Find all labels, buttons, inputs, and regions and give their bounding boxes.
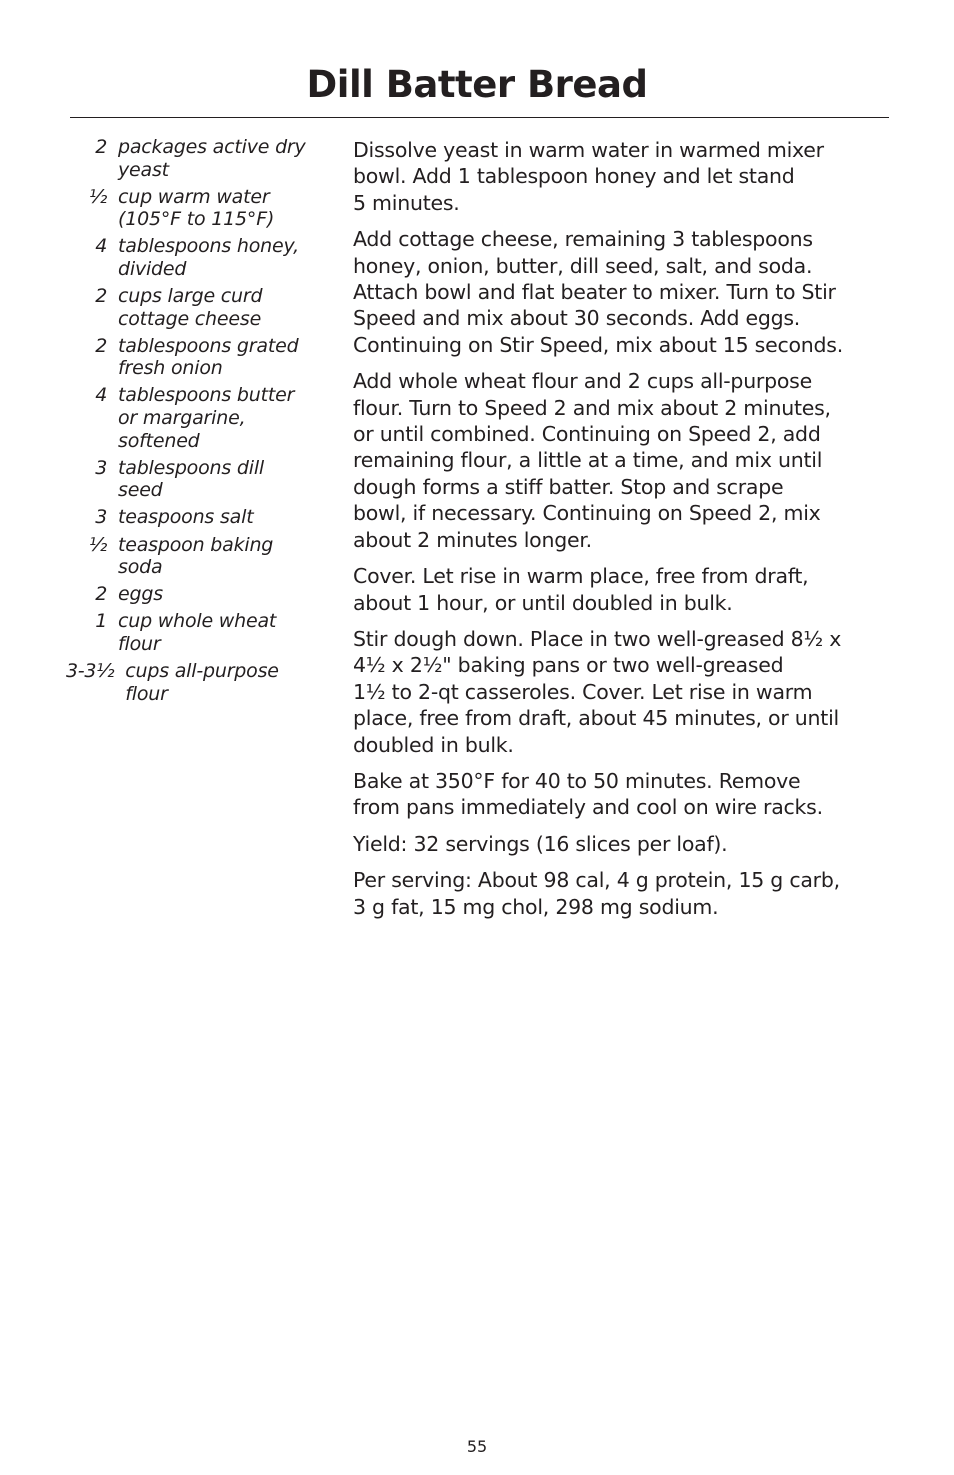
ingredient-item [66,660,336,705]
ingredient-quantity: 4 [95,384,107,407]
direction-step-dissolve-yeast: Dissolve yeast in warm water in warmed mixer bowl. Add 1 tablespoon honey and let stand 5 minutes. [353,138,824,215]
ingredient-item [66,285,336,330]
ingredient-description: cups all-purpose flour [125,659,279,705]
ingredient-quantity: 2 [95,583,107,606]
recipe-yield: Yield: 32 servings (16 slices per loaf). [353,831,728,856]
direction-step-shape: Stir dough down. Place in two well-greased 8½ x 4½ x 2½" baking pans or two well-greased 1½ to 2-qt casseroles. Cover. Let rise in warm place, free from draft, about 45 minutes, or until doubled in bulk. [353,626,842,757]
ingredient-description: cups large curd cottage cheese [118,285,263,330]
direction-step-mix-wet: Add cottage cheese, remaining 3 tablespoons honey, onion, butter, dill seed, salt, and soda. Attach bowl and flat beater to mixer. Turn to Stir Speed and mix about 30 seconds. Add eggs. Continuing on Stir Speed, mix about 15 seconds. [353,227,843,357]
ingredient-item [66,136,336,181]
page-number: 55 [466,1437,488,1456]
ingredient-description: cup warm water (105°F to 115°F) [118,185,275,231]
ingredient-quantity: 3-3½ [66,659,115,682]
ingredient-description: tablespoons grated fresh onion [118,334,299,380]
ingredient-description: tablespoons butter or margarine, softened [118,384,295,452]
ingredient-description: packages active dry yeast [118,136,306,181]
title-divider [70,117,889,118]
ingredient-item [66,384,336,452]
ingredient-description: cup whole wheat flour [118,610,277,655]
ingredient-item [66,457,336,502]
ingredient-item [66,235,336,280]
direction-step-add-flour: Add whole wheat flour and 2 cups all-purpose flour. Turn to Speed 2 and mix about 2 minutes, or until combined. Continuing on Speed 2, add remaining flour, a little at a time, and mix until dough forms a stiff batter. Stop and scrape bowl, if necessary. Continuing on Speed 2, mix about 2 minutes longer. [353,369,831,552]
ingredient-quantity: 3 [95,456,107,479]
ingredient-quantity: 2 [95,334,107,357]
ingredient-item [66,583,336,606]
ingredient-quantity: 2 [95,285,107,308]
ingredient-quantity: 3 [95,506,107,529]
ingredient-item [66,610,336,655]
ingredient-description: teaspoons salt [118,506,254,529]
ingredient-quantity: ½ [88,185,107,208]
ingredient-item [66,186,336,231]
ingredient-description: eggs [118,583,163,606]
ingredient-description: tablespoons honey, divided [118,235,299,280]
directions [353,137,898,930]
ingredient-description: tablespoons dill seed [118,456,265,502]
ingredient-item [66,335,336,380]
ingredient-item [66,534,336,579]
ingredient-list [66,136,336,710]
ingredient-quantity: 4 [95,235,107,258]
ingredient-quantity: 2 [95,136,107,158]
ingredient-item [66,506,336,529]
ingredient-description: teaspoon baking soda [118,533,274,579]
ingredient-quantity: ½ [88,533,107,556]
recipe-title: Dill Batter Bread [306,63,648,106]
nutrition-info: Per serving: About 98 cal, 4 g protein, 15 g carb, 3 g fat, 15 mg chol, 298 mg sodium. [353,868,840,919]
direction-step-first-rise: Cover. Let rise in warm place, free from draft, about 1 hour, or until doubled in bulk. [353,564,809,615]
ingredient-quantity: 1 [95,610,107,633]
direction-step-bake: Bake at 350°F for 40 to 50 minutes. Remove from pans immediately and cool on wire racks. [353,768,823,820]
